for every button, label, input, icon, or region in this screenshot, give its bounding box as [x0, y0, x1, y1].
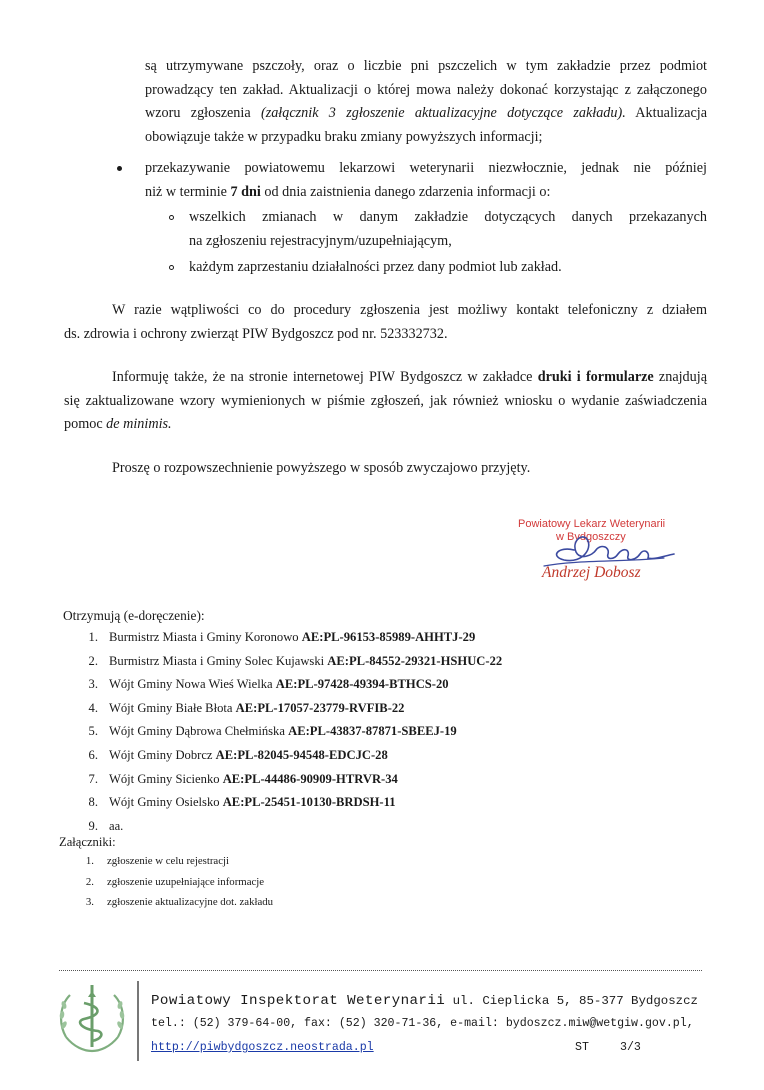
deadline-days: 7 dni: [230, 183, 261, 200]
attachment-reference: (załącznik 3 zgłoszenie aktualizacyjne dotyczące zakładu).: [260, 105, 626, 121]
recipient-address-code: AE:PL-43837-87871-SBEEJ-19: [288, 724, 457, 739]
attachments-title: Załączniki:: [59, 835, 116, 849]
recipient-number: 5.: [88, 724, 98, 739]
recipient-address-code: AE:PL-25451-10130-BRDSH-11: [222, 795, 396, 810]
text-line: ds. zdrowia i ochrony zwierząt PIW Bydgoszcz pod nr. 523332732.: [64, 325, 448, 342]
sub-bullet-marker: [169, 265, 174, 270]
recipient-text: [109, 677, 449, 692]
website-link[interactable]: http://piwbydgoszcz.neostrada.pl: [151, 1041, 374, 1054]
text-line: Informuję także, że na stronie internetowej PIW Bydgoszcz w zakładce druki i formularze znajdują: [112, 369, 707, 385]
recipient-text: [109, 819, 123, 834]
recipient-address-code: AE:PL-17057-23779-RVFIB-22: [235, 700, 405, 715]
attachment-item: [84, 876, 484, 897]
recipient-text: [109, 701, 404, 716]
recipient-text: [109, 772, 398, 787]
recipient-number: 3.: [88, 677, 98, 692]
recipient-name: Wójt Gminy Nowa Wieś Wielka: [109, 677, 276, 692]
recipient-item: [84, 630, 684, 654]
paragraph-forms: [64, 366, 707, 437]
recipient-address-code: AE:PL-44486-90909-HTRVR-34: [222, 771, 398, 786]
recipient-text: [109, 654, 502, 669]
footer-web-line: [151, 1041, 641, 1054]
de-minimis-term: de minimis.: [106, 416, 172, 432]
author-initials: ST: [575, 1041, 589, 1054]
attachment-item: [84, 896, 484, 917]
text-line: wzoru zgłoszenia (załącznik 3 zgłoszenie aktualizacyjne dotyczące zakładu). Aktualizacja: [145, 105, 707, 121]
recipient-number: 1.: [88, 630, 98, 644]
recipient-address-code: AE:PL-97428-49394-BTHCS-20: [275, 677, 449, 692]
attachments-list: [84, 855, 484, 917]
recipients-list: [84, 630, 684, 842]
paragraph-request: [112, 457, 707, 481]
text-line: obowiązuje także w przypadku braku zmiany powyższych informacji;: [145, 128, 543, 145]
text-line: na zgłoszeniu rejestracyjnym/uzupełniającym,: [189, 232, 452, 249]
recipient-item: [84, 795, 684, 819]
forms-section-name: druki i formularze: [537, 369, 654, 385]
recipient-number: 8.: [88, 795, 98, 810]
attachment-number: 3.: [85, 896, 94, 908]
sub-bullet-marker: [169, 215, 174, 220]
recipient-address-code: AE:PL-84552-29321-HSHUC-22: [327, 653, 503, 668]
paragraph-contact: [64, 299, 707, 346]
text-line: się zaktualizowane wzory wymienionych w piśmie zgłoszeń, jak również wniosku o wydanie zaświadczenia: [64, 392, 707, 409]
text-line: przekazywanie powiatowemu lekarzowi weterynarii niezwłocznie, jednak nie później: [145, 160, 707, 176]
recipient-name: Wójt Gminy Osielsko: [109, 795, 223, 810]
text-line: niż w terminie 7 dni od dnia zaistnienia danego zdarzenia informacji o:: [145, 183, 551, 200]
recipient-name: aa.: [109, 818, 124, 833]
recipient-text: [109, 748, 388, 763]
text-line: są utrzymywane pszczoły, oraz o liczbie pni pszczelich w tym zakładzie przez podmiot: [145, 58, 707, 74]
recipient-item: [84, 701, 684, 725]
text-line: W razie wątpliwości co do procedury zgłoszenia jest możliwy kontakt telefoniczny z działem: [112, 302, 707, 318]
recipient-item: [84, 819, 684, 843]
veterinary-inspection-logo-icon: [52, 977, 132, 1057]
attachment-number: 1.: [85, 855, 94, 867]
stamp-title: Powiatowy Lekarz Weterynarii: [518, 518, 666, 530]
bullet-notify-vet: [145, 157, 707, 204]
footer-divider: [59, 970, 702, 971]
recipient-text: [109, 724, 457, 739]
recipient-item: [84, 748, 684, 772]
recipient-name: Wójt Gminy Białe Błota: [109, 700, 236, 715]
recipient-text: [109, 630, 475, 645]
recipient-name: Burmistrz Miasta i Gminy Koronowo: [109, 630, 302, 644]
recipient-name: Wójt Gminy Sicienko: [109, 771, 223, 786]
footer-org-line: [151, 993, 698, 1009]
text-line: pomoc de minimis.: [64, 416, 172, 432]
recipient-number: 7.: [88, 771, 98, 786]
bullet-marker: [117, 166, 122, 171]
attachment-item: [84, 855, 484, 876]
recipient-address-code: AE:PL-82045-94548-EDCJC-28: [215, 747, 388, 762]
sub-bullet-cessation: [189, 256, 707, 280]
recipient-number: 6.: [88, 747, 98, 762]
page-number: 3/3: [620, 1041, 641, 1054]
stamp-location: w Bydgoszczy: [556, 531, 626, 543]
recipient-item: [84, 724, 684, 748]
sub-bullet-changes: [189, 206, 707, 253]
text-line: każdym zaprzestaniu działalności przez dany podmiot lub zakład.: [189, 259, 562, 275]
recipient-number: 9.: [88, 818, 98, 833]
recipient-item: [84, 772, 684, 796]
footer-separator: [137, 981, 139, 1061]
recipients-title: Otrzymują (e-doręczenie):: [63, 608, 205, 623]
attachment-text: zgłoszenie aktualizacyjne dot. zakładu: [107, 896, 274, 908]
signature-block: [514, 516, 714, 588]
attachment-text: zgłoszenie uzupełniające informacje: [107, 875, 265, 888]
recipient-name: Wójt Gminy Dobrcz: [109, 747, 216, 762]
attachment-number: 2.: [85, 875, 94, 888]
recipient-text: [109, 795, 396, 810]
recipient-name: Wójt Gminy Dąbrowa Chełmińska: [109, 724, 289, 739]
organization-address: ul. Cieplicka 5, 85-377 Bydgoszcz: [445, 994, 698, 1008]
signatory-name: Andrzej Dobosz: [542, 564, 641, 581]
footer-contact: tel.: (52) 379-64-00, fax: (52) 320-71-36, e-mail: bydoszcz.miw@wetgiw.gov.pl,: [151, 1017, 694, 1030]
recipient-item: [84, 677, 684, 701]
text-line: Proszę o rozpowszechnienie powyższego w sposób zwyczajowo przyjęty.: [112, 460, 531, 476]
text-line: prowadzący ten zakład. Aktualizacji o której mowa należy dokonać korzystając z załączonego: [145, 81, 707, 98]
attachment-text: zgłoszenie w celu rejestracji: [107, 855, 230, 867]
recipient-item: [84, 654, 684, 678]
recipient-name: Burmistrz Miasta i Gminy Solec Kujawski: [109, 653, 328, 668]
recipient-number: 2.: [88, 653, 98, 668]
recipient-number: 4.: [88, 700, 98, 715]
paragraph-update-info: [145, 55, 707, 149]
text-line: wszelkich zmianach w danym zakładzie dotyczących danych przekazanych: [189, 209, 707, 225]
organization-name: Powiatowy Inspektorat Weterynarii: [151, 993, 446, 1009]
recipient-address-code: AE:PL-96153-85989-AHHTJ-29: [301, 630, 476, 644]
